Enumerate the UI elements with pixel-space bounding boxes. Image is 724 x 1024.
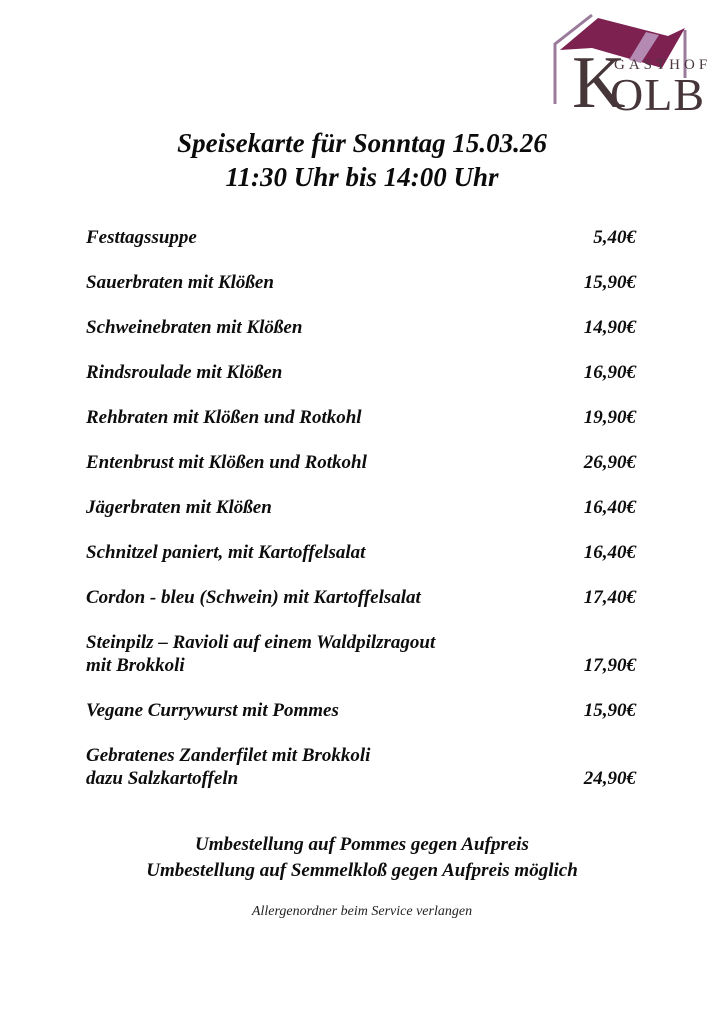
menu-item-name <box>86 699 339 722</box>
menu-item-price: 14,90€ <box>583 317 636 338</box>
menu-item-name <box>86 451 367 474</box>
menu-item-row <box>86 541 636 564</box>
menu-item-name <box>86 586 421 609</box>
menu-item-price: 15,90€ <box>583 272 636 293</box>
menu-item-price: 16,90€ <box>583 362 636 383</box>
menu-item-name <box>86 226 197 249</box>
menu-item-price: 5,40€ <box>593 227 636 248</box>
logo-wordmark <box>610 57 712 120</box>
logo-gasthof-text: GASTHOF <box>614 57 712 73</box>
menu-item-name-line: dazu Salzkartoffeln <box>86 768 239 789</box>
menu-item-name-line: Cordon - bleu (Schwein) mit Kartoffelsalat <box>86 587 421 608</box>
menu-item-name <box>86 631 435 677</box>
menu-item-price: 17,90€ <box>583 655 636 676</box>
menu-item-name <box>86 541 365 564</box>
menu-item-name-line: mit Brokkoli <box>86 655 185 676</box>
allergen-note: Allergenordner beim Service verlangen <box>251 904 473 919</box>
menu-item-price: 16,40€ <box>583 497 636 518</box>
menu-item-name <box>86 361 282 384</box>
menu-item-name-line: Entenbrust mit Klößen und Rotkohl <box>86 452 367 473</box>
menu-item-name-line: Gebratenes Zanderfilet mit Brokkoli <box>86 745 371 766</box>
menu-item-name <box>86 316 302 339</box>
menu-item-name-line: Schnitzel paniert, mit Kartoffelsalat <box>86 542 366 563</box>
page-title-line1: Speisekarte für Sonntag 15.03.26 <box>177 128 547 158</box>
menu-item-name-line: Rehbraten mit Klößen und Rotkohl <box>86 407 362 428</box>
menu-item-row <box>86 271 636 294</box>
menu-item-name-line: Schweinebraten mit Klößen <box>86 317 303 338</box>
menu-item-row <box>86 361 636 384</box>
page-title-line2: 11:30 Uhr bis 14:00 Uhr <box>225 162 499 192</box>
menu-item-name <box>86 406 362 429</box>
menu-item-row <box>86 699 636 722</box>
menu-item-name-line: Steinpilz – Ravioli auf einem Waldpilzragout <box>86 632 436 653</box>
menu-item-row <box>86 631 636 677</box>
menu-item-price: 19,90€ <box>583 407 636 428</box>
menu-item-name-line: Rindsroulade mit Klößen <box>86 362 283 383</box>
menu-item-price: 15,90€ <box>583 700 636 721</box>
menu-item-name-line: Sauerbraten mit Klößen <box>86 272 274 293</box>
menu-item-name-line: Jägerbraten mit Klößen <box>86 497 272 518</box>
menu-item-name <box>86 271 274 294</box>
menu-item-row <box>86 451 636 474</box>
menu-list <box>0 226 724 790</box>
menu-item-row <box>86 226 636 249</box>
menu-item-row <box>86 406 636 429</box>
menu-item-row <box>86 744 636 790</box>
menu-item-name-line: Festtagssuppe <box>86 227 197 248</box>
menu-item-row <box>86 496 636 519</box>
logo-olb-text: OLB <box>610 69 705 120</box>
menu-item-name-line: Vegane Currywurst mit Pommes <box>86 700 339 721</box>
menu-item-price: 26,90€ <box>583 452 636 473</box>
footer-note-semmelkloss: Umbestellung auf Semmelkloß gegen Aufpreis möglich <box>146 860 578 881</box>
gasthof-kolb-logo <box>546 10 718 124</box>
menu-item-name <box>86 744 370 790</box>
footer-note-pommes: Umbestellung auf Pommes gegen Aufpreis <box>195 834 529 855</box>
menu-item-row <box>86 586 636 609</box>
menu-item-price: 24,90€ <box>583 768 636 789</box>
menu-item-row <box>86 316 636 339</box>
menu-item-price: 17,40€ <box>583 587 636 608</box>
menu-item-name <box>86 496 272 519</box>
logo-letter-k: K <box>572 42 624 124</box>
menu-item-price: 16,40€ <box>583 542 636 563</box>
footer-notes <box>0 832 724 884</box>
